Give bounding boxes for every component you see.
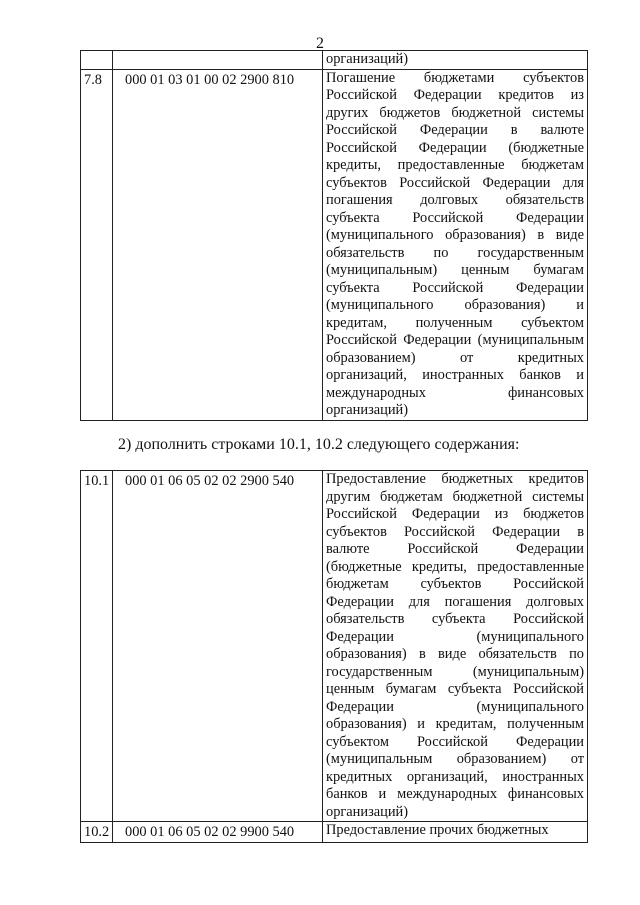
- budget-code: 000 01 03 01 00 02 2900 810: [113, 69, 323, 420]
- row-description: Предоставление бюджетных кредитов другим бюджетам бюджетной системы Российской Федерации из бюджетов субъектов Российской Федерации в валюте Российской Федерации (бюджетные кредиты, предоставленные бюджетам субъектов Российской Федерации для погашения долговых обязательств субъекта Российской Федерации (муниципального образования) в виде обязательств по государственным (муниципальным) ценным бумагам субъекта Российской Федерации (муниципального образования) и кредитам, полученным субъектом Российской Федерации (муниципальным образованием) от кредитных организаций, иностранных банков и международных финансовых организаций): [323, 471, 588, 822]
- budget-codes-table-continued: [80, 50, 588, 421]
- table-row: [81, 69, 588, 420]
- row-description: Предоставление прочих бюджетных: [323, 822, 588, 843]
- row-number: 7.8: [81, 69, 113, 420]
- row-number: 10.1: [81, 471, 113, 822]
- budget-code: 000 01 06 05 02 02 2900 540: [113, 471, 323, 822]
- amendment-intro-text: 2) дополнить строками 10.1, 10.2 следующего содержания:: [118, 436, 520, 453]
- table-row: [81, 471, 588, 822]
- row-description: организаций): [323, 51, 588, 70]
- table-row: [81, 822, 588, 843]
- page-number: 2: [316, 35, 324, 52]
- row-number: 10.2: [81, 822, 113, 843]
- row-description: Погашение бюджетами субъектов Российской Федерации кредитов из других бюджетов бюджетной системы Российской Федерации в валюте Российской Федерации (бюджетные кредиты, предоставленные бюджетам субъектов Российской Федерации для погашения долговых обязательств субъекта Российской Федерации (муниципального образования) в виде обязательств по государственным (муниципальным) ценным бумагам субъекта Российской Федерации (муниципального образования) и кредитам, полученным субъектом Российской Федерации (муниципальным образованием) от кредитных организаций, иностранных банков и международных финансовых организаций): [323, 69, 588, 420]
- budget-codes-table-new-rows: [80, 470, 588, 843]
- budget-code: 000 01 06 05 02 02 9900 540: [113, 822, 323, 843]
- table-row: [81, 51, 588, 70]
- budget-code: [113, 51, 323, 70]
- row-number: [81, 51, 113, 70]
